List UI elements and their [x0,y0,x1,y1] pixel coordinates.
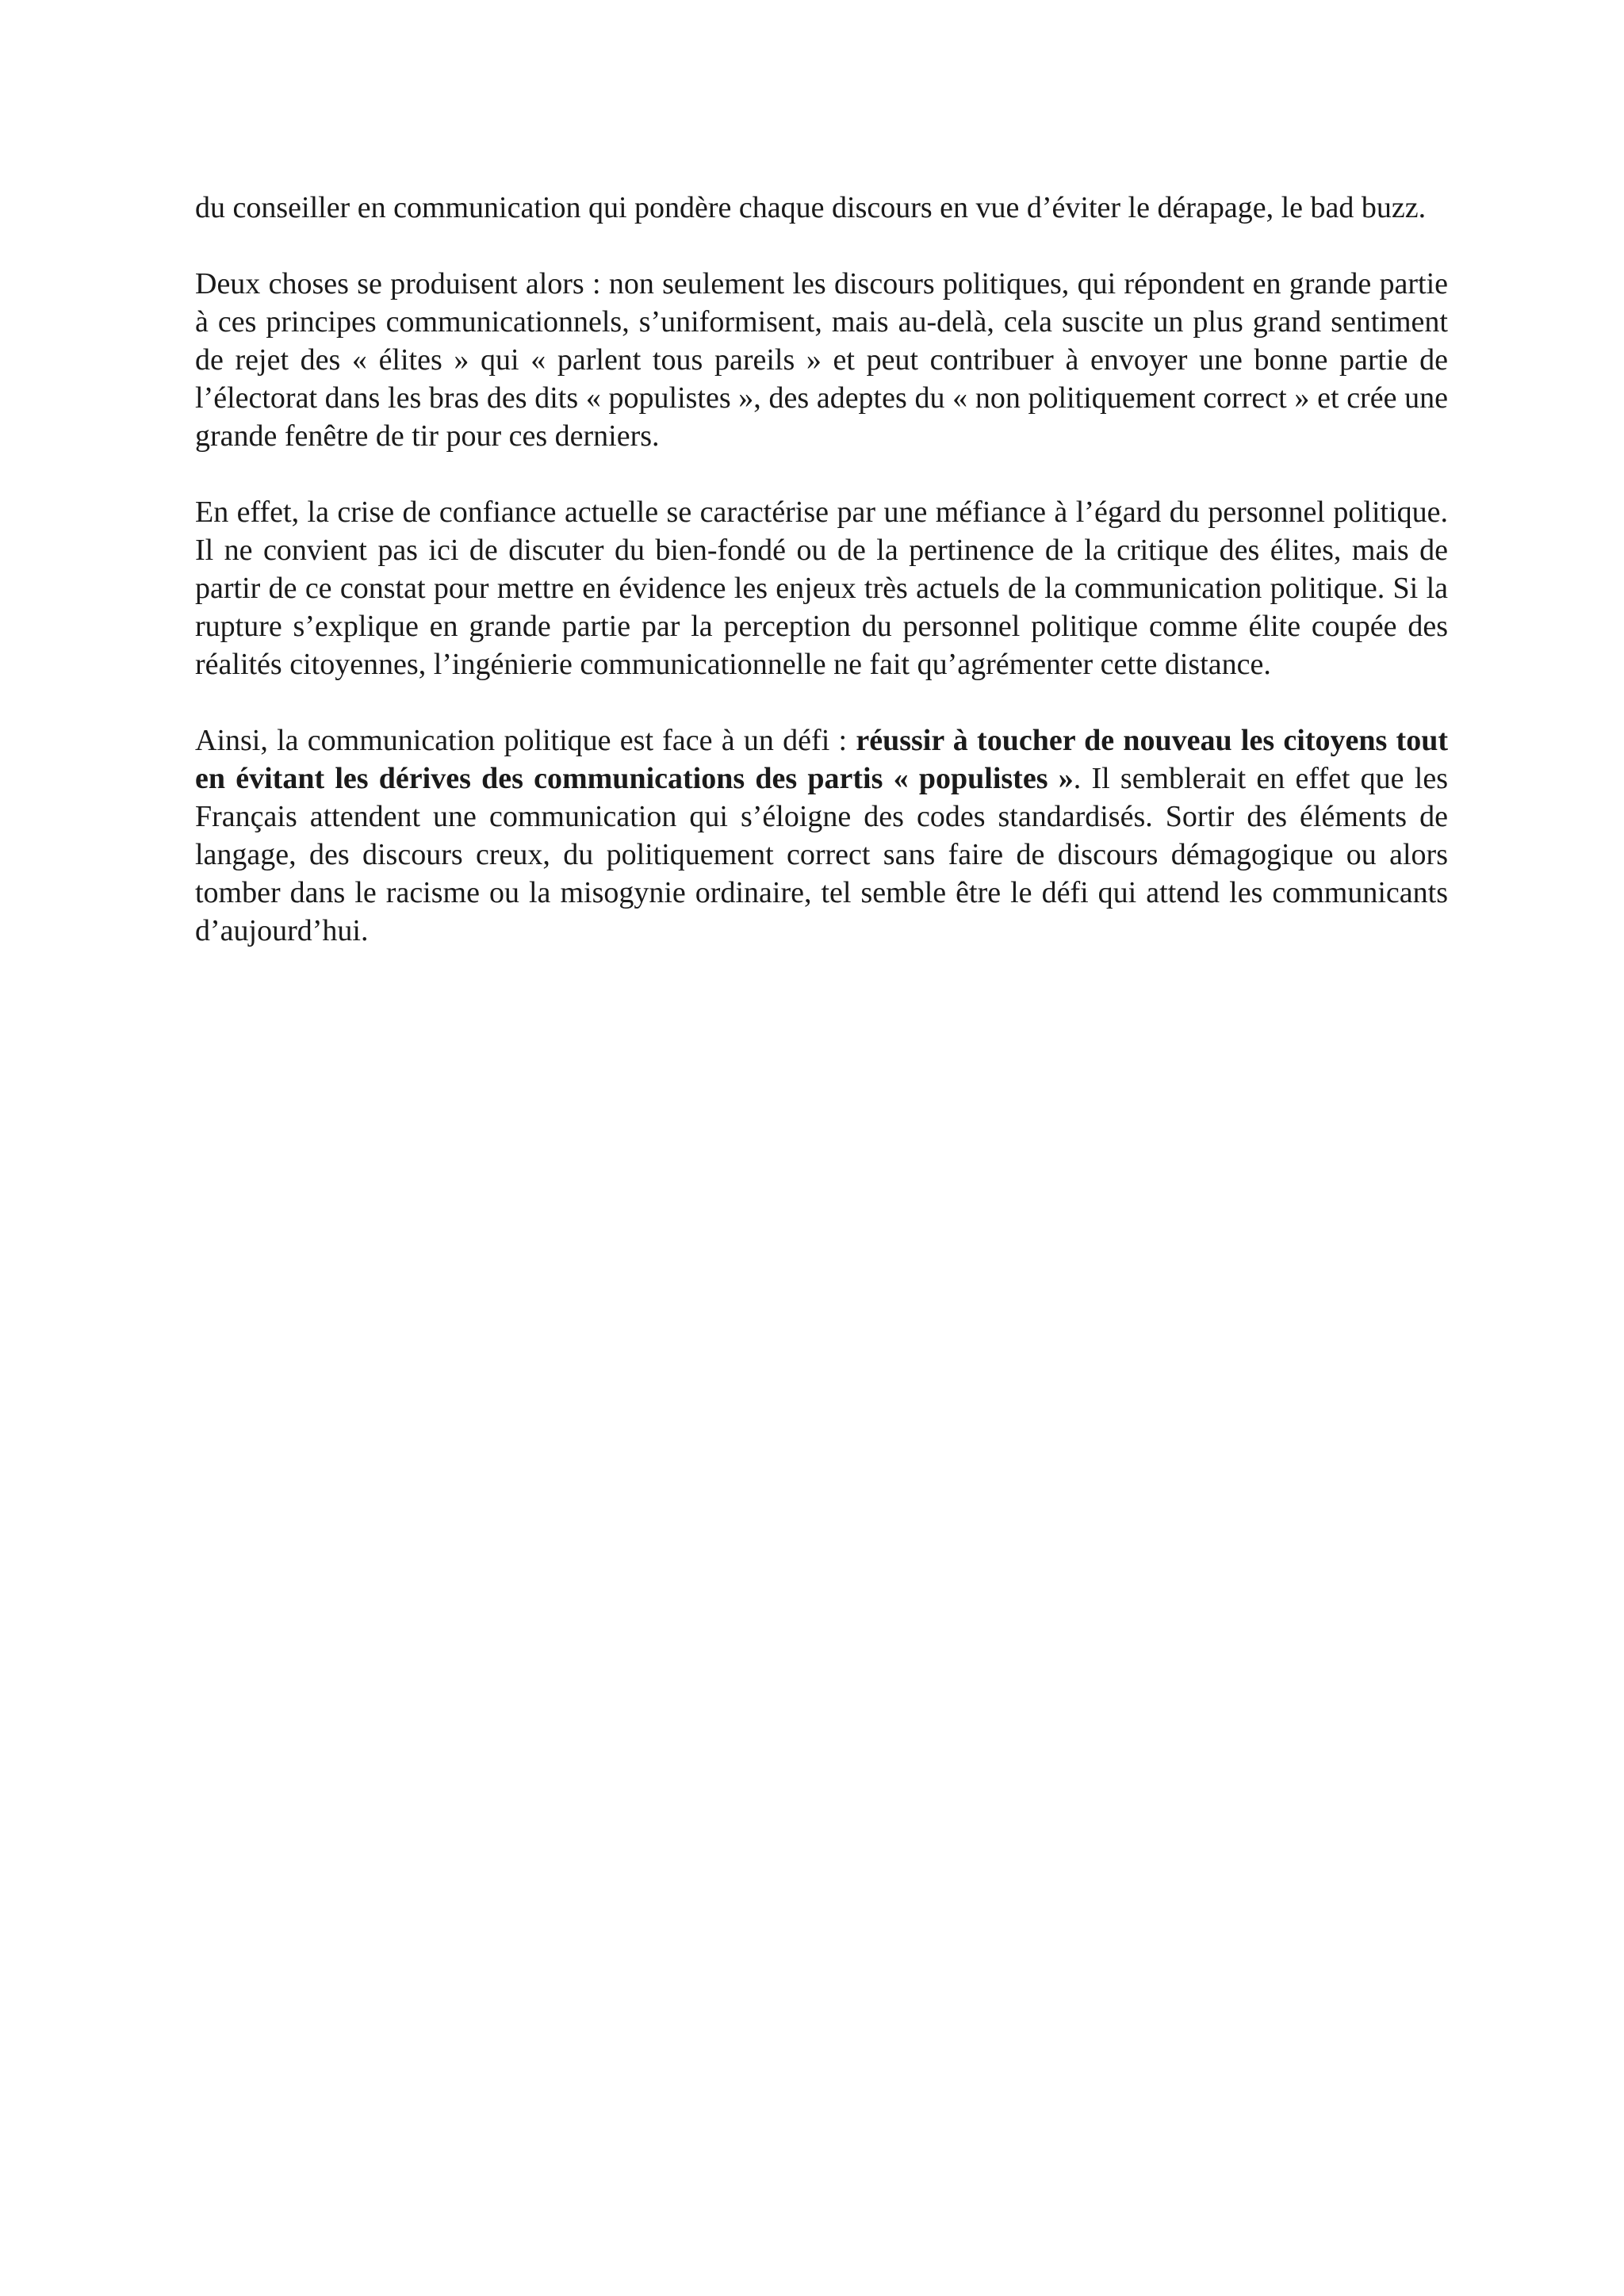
document-body [195,189,1448,988]
paragraph-1: du conseiller en communication qui pondère chaque discours en vue d’éviter le dérapage, le bad buzz. [195,191,1427,224]
paragraph-2: Deux choses se produisent alors : non seulement les discours politiques, qui répondent en grande partie à ces principes communicationnels, s’uniformisent, mais au-delà, cela suscite un plus grand sentiment de rejet des « élites » qui « parlent tous pareils » et peut contribuer à envoyer une bonne partie de l’électorat dans les bras des dits « populistes », des adeptes du « non politiquement correct » et crée une grande fenêtre de tir pour ces derniers. [195,267,1448,453]
paragraph-4-rest: . Il semblerait en effet que les Français attendent une communication qui s’éloigne des codes standardisés. Sortir des éléments de langage, des discours creux, du politiquement correct sans faire de discours démagogique ou alors tomber dans le racisme ou la misogynie ordinaire, tel semble être le défi qui attend les communicants d’aujourd’hui. [195,762,1448,947]
paragraph-4-intro: Ainsi, la communication politique est face à un défi : [195,724,856,757]
paragraph-3: En effet, la crise de confiance actuelle se caractérise par une méfiance à l’égard du personnel politique. Il ne convient pas ici de discuter du bien-fondé ou de la pertinence de la critique des élites, mais de partir de ce constat pour mettre en évidence les enjeux très actuels de la communication politique. Si la rupture s’explique en grande partie par la perception du personnel politique comme élite coupée des réalités citoyennes, l’ingénierie communicationnelle ne fait qu’agrémenter cette distance. [195,496,1448,681]
paragraph-4-emphasis: réussir à toucher de nouveau les citoyens tout en évitant les dérives des communications des partis « populistes » [195,724,1448,795]
paragraph-4 [195,721,1448,950]
